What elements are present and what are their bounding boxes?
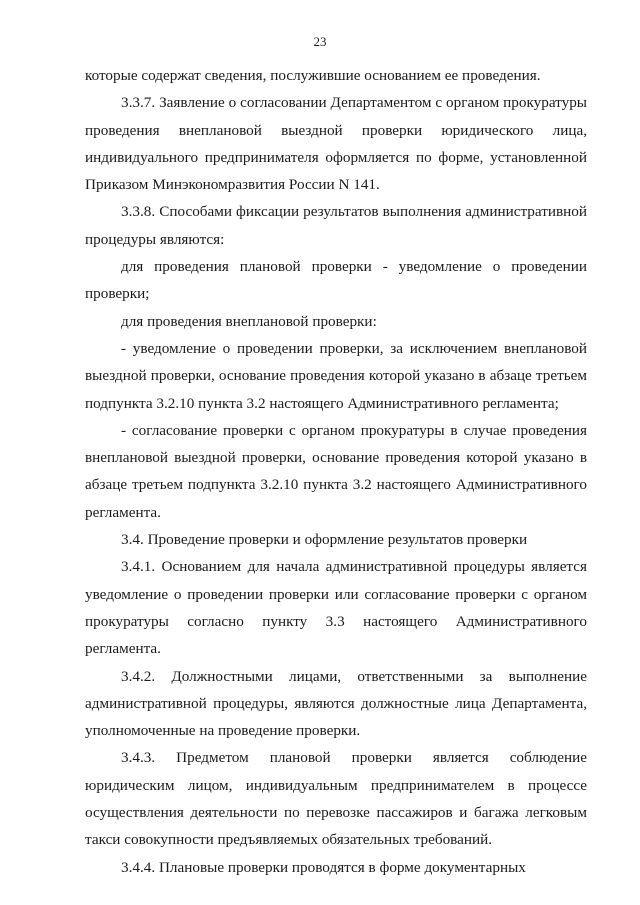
paragraph: - согласование проверки с органом прокуратуры в случае проведения внеплановой выездной проверки, основание проведения которой указано в абзаце третьем подпункта 3.2.10 пункта 3.2 настоящего Административного регламента. xyxy=(85,421,587,521)
section-heading: 3.4. Проведение проверки и оформление результатов проверки xyxy=(121,531,528,549)
document-body xyxy=(85,62,587,881)
paragraph: для проведения плановой проверки - уведомление о проведении проверки; xyxy=(85,258,587,303)
paragraph: которые содержат сведения, послужившие основанием ее проведения. xyxy=(85,67,541,84)
paragraph: - уведомление о проведении проверки, за исключением внеплановой выездной проверки, основание проведения которой указано в абзаце третьем подпункта 3.2.10 пункта 3.2 настоящего Административного регламента; xyxy=(85,339,587,412)
paragraph: 3.3.8. Способами фиксации результатов выполнения административной процедуры являются: xyxy=(85,203,587,248)
paragraph: 3.4.2. Должностными лицами, ответственными за выполнение административной процедуры, являются должностные лица Департамента, уполномоченные на проведение проверки. xyxy=(85,667,587,740)
paragraph: 3.4.3. Предметом плановой проверки является соблюдение юридическим лицом, индивидуальным предпринимателем в процессе осуществления деятельности по перевозке пассажиров и багажа легковым такси совокупности предъявляемых обязательных требований. xyxy=(85,749,587,849)
paragraph: 3.4.1. Основанием для начала административной процедуры является уведомление о проведении проверки или согласование проверки с органом прокуратуры согласно пункту 3.3 настоящего Административного регламента. xyxy=(85,558,587,658)
paragraph: 3.3.7. Заявление о согласовании Департаментом с органом прокуратуры проведения внеплановой выездной проверки юридического лица, индивидуального предпринимателя оформляется по форме, установленной Приказом Минэкономразвития России N 141. xyxy=(85,94,587,194)
paragraph: для проведения внеплановой проверки: xyxy=(121,312,377,330)
paragraph: 3.4.4. Плановые проверки проводятся в форме документарных xyxy=(121,858,526,876)
page-number: 23 xyxy=(313,34,327,49)
